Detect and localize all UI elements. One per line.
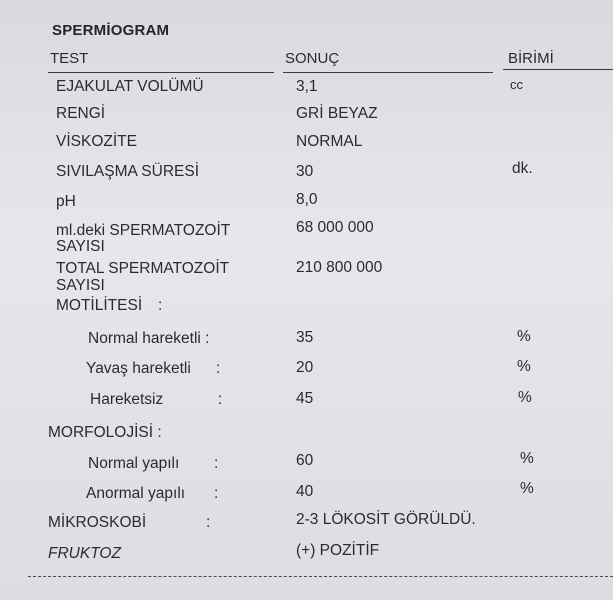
label-viscosity: VİSKOZİTE [56,133,137,150]
header-result: SONUÇ [285,50,340,67]
label-ph: pH [56,193,76,210]
value-motility-none: 45 [296,390,314,407]
section-morphology: MORFOLOJİSİ : [48,424,162,441]
value-morphology-normal: 60 [296,452,314,469]
header-underline-test [48,72,274,73]
value-liquefaction: 30 [296,163,314,180]
label-total-line2: SAYISI [56,277,105,294]
colon-motility-slow: : [216,360,221,377]
section-motility-colon: : [158,297,163,314]
unit-volume: cc [510,77,523,92]
unit-liquefaction: dk. [512,160,533,177]
colon-morphology-abnormal: : [214,485,219,502]
header-test: TEST [50,50,89,67]
label-volume: EJAKULAT VOLÜMÜ [56,78,204,95]
label-liquefaction: SIVILAŞMA SÜRESİ [56,163,199,180]
label-morphology-abnormal: Anormal yapılı [86,485,186,502]
label-microscopy: MİKROSKOBİ [48,514,147,531]
header-unit: BİRİMİ [508,50,554,67]
header-underline-unit [503,69,613,70]
label-motility-slow: Yavaş hareketli [86,360,191,377]
value-total: 210 800 000 [296,259,383,276]
bottom-dashed-separator [28,576,613,577]
colon-morphology-normal: : [214,455,219,472]
unit-motility-slow: % [517,358,531,375]
unit-motility-none: % [518,389,532,406]
value-motility-slow: 20 [296,359,314,376]
label-concentration-line1: ml.deki SPERMATOZOİT [56,222,231,239]
value-fructose: (+) POZİTİF [296,542,380,559]
value-microscopy: 2-3 LÖKOSİT GÖRÜLDÜ. [296,511,476,528]
colon-microscopy: : [206,514,211,531]
colon-motility-none: : [218,391,223,408]
label-color: RENGİ [56,105,106,122]
value-motility-normal: 35 [296,329,314,346]
label-concentration-line2: SAYISI [56,238,105,255]
label-motility-normal: Normal hareketli : [88,330,210,347]
value-viscosity: NORMAL [296,133,363,150]
unit-morphology-normal: % [520,450,534,467]
unit-motility-normal: % [517,328,531,345]
value-volume: 3,1 [296,78,318,95]
header-underline-result [283,72,493,73]
section-motility: MOTİLİTESİ [56,297,143,314]
label-fructose: FRUKTOZ [48,545,121,562]
value-color: GRİ BEYAZ [296,105,378,122]
label-total-line1: TOTAL SPERMATOZOİT [56,260,230,277]
label-motility-none: Hareketsiz [90,391,164,408]
label-morphology-normal: Normal yapılı [88,455,180,472]
value-ph: 8,0 [296,191,318,208]
value-concentration: 68 000 000 [296,219,374,236]
unit-morphology-abnormal: % [520,480,534,497]
report-title: SPERMİOGRAM [52,22,170,39]
value-morphology-abnormal: 40 [296,483,314,500]
